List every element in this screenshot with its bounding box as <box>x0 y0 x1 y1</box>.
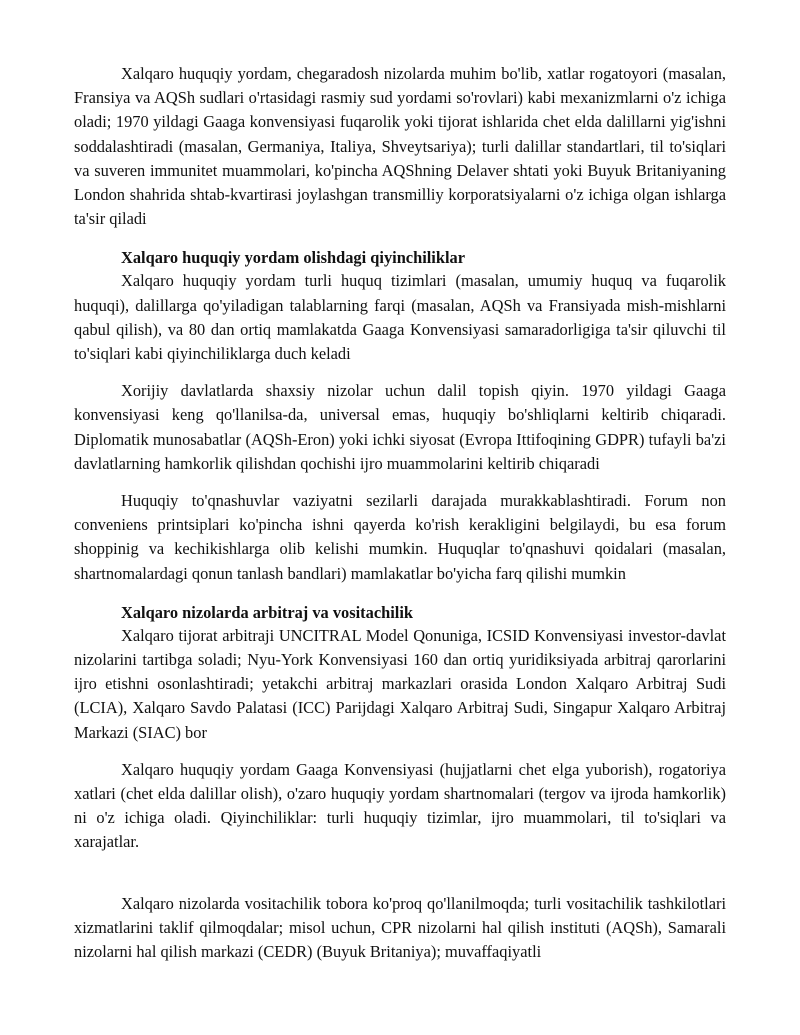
paragraph-legal-assistance-overview: Xalqaro huquqiy yordam, chegaradosh nizolarda muhim bo'lib, xatlar rogatoyori (masalan, Fransiya va AQSh sudlari o'rtasidagi rasmiy sud yordami so'rovlari) kabi mexanizmlarni o'z ichiga oladi; 1970 yildagi Gaaga konvensiyasi fuqarolik yoki tijorat ishlarida chet elda dalillarni yig'ishni soddalashtiradi (masalan, Germaniya, Italiya, Shveytsariya); turli dalillar standartlari, til to'siqlari va suveren immunitet muammolari, ko'pincha AQShning Delaver shtati yoki Buyuk Britaniyaning London shahrida shtab-kvartirasi joylashgan transmilliy korporatsiyalarni o'z ichiga olgan ishlarga ta'sir qiladi <box>74 64 726 229</box>
paragraph-spacer <box>74 231 726 247</box>
paragraph-conflict-of-laws: Huquqiy to'qnashuvlar vaziyatni sezilarli darajada murakkablashtiradi. Forum non conveniens printsiplari ko'pincha ishni qayerda ko'rish kerakligini belgilaydi, bu esa forum shoppinig va kechikishlarga olib kelishi mumkin. Huquqlar to'qnashuvi qoidalari (masalan, shartnomalardagi qonun tanlash bandlari) mamlakatlar bo'yicha farq qilishi mumkin <box>74 491 726 583</box>
paragraph-challenges: Xalqaro huquqiy yordam turli huquq tizimlari (masalan, umumiy huquq va fuqarolik huquqi), dalillarga qo'yiladigan talablarning farqi (masalan, AQSh va Fransiyada mish-mishlarni qabul qilish), va 80 dan ortiq mamlakatda Gaaga Konvensiyasi samaradorligiga ta'sir qiluvchi til to'siqlari kabi qiyinchiliklarga duch keladi <box>74 271 726 364</box>
document-body <box>74 62 726 964</box>
paragraph-spacer <box>74 476 726 489</box>
paragraph-spacer <box>74 366 726 379</box>
paragraph-foreign-evidence: Xorijiy davlatlarda shaxsiy nizolar uchun dalil topish qiyin. 1970 yildagi Gaaga konvensiyasi keng qo'llanilsa-da, universal emas, huquqiy bo'shliqlarni keltirib chiqaradi. Diplomatik munosabatlar (AQSh-Eron) yoki ichki siyosat (Evropa Ittifoqining GDPR) tufayli ba'zi davlatlarning hamkorlik qilishdan qochishi ijro muammolarini keltirib chiqaradi <box>74 381 726 473</box>
paragraph-spacer <box>74 855 726 892</box>
paragraph-mediation: Xalqaro nizolarda vositachilik tobora ko'proq qo'llanilmoqda; turli vositachilik tashkilotlari xizmatlarini taklif qilmoqdalar; misol uchun, CPR nizolarni hal qilish instituti (AQSh), Samarali nizolarni hal qilish markazi (CEDR) (Buyuk Britaniya); muvaffaqiyatli <box>74 893 726 962</box>
section-heading-arbitration-mediation: Xalqaro nizolarda arbitraj va vositachilik <box>121 602 413 622</box>
paragraph-legal-assistance-summary: Xalqaro huquqiy yordam Gaaga Konvensiyasi (hujjatlarni chet elga yuborish), rogatoriya xatlari (chet elda dalillar olish), o'zaro huquqiy yordam shartnomalari (tergov va ijroda hamkorlik) ni o'z ichiga oladi. Qiyinchiliklar: turli huquqiy tizimlar, ijro muammolari, til to'siqlari va xarajatlar. <box>74 759 726 852</box>
paragraph-spacer <box>74 745 726 758</box>
section-heading-legal-assistance-challenges: Xalqaro huquqiy yordam olishdagi qiyinchiliklar <box>121 248 466 268</box>
paragraph-arbitration: Xalqaro tijorat arbitraji UNCITRAL Model Qonuniga, ICSID Konvensiyasi investor-davlat nizolarini tartibga soladi; Nyu-York Konvensiyasi 160 dan ortiq yuridiksiyada arbitraj qarorlarini ijro etishni osonlashtiradi; yetakchi arbitraj markazlari orasida London Xalqaro Arbitraj Sudi (LCIA), Xalqaro Savdo Palatasi (ICC) Parijdagi Xalqaro Arbitraj Sudi, Singapur Xalqaro Arbitraj Markazi (SIAC) bor <box>74 625 726 742</box>
paragraph-spacer <box>74 586 726 602</box>
